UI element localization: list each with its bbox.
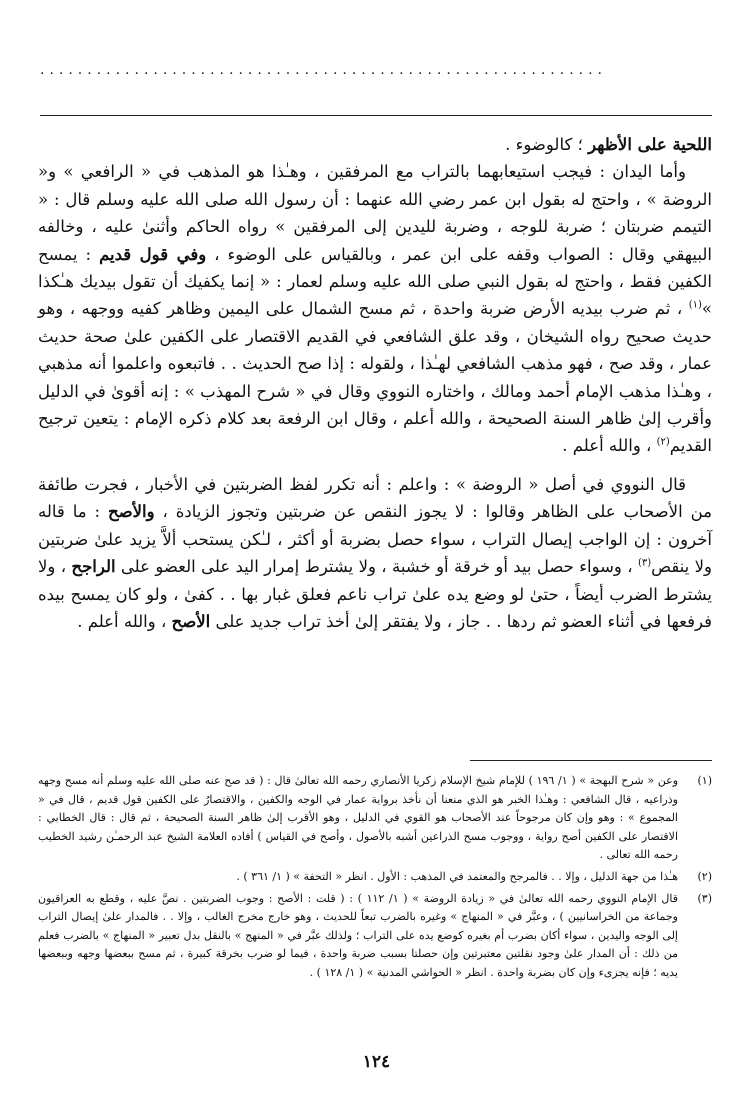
paragraph-3: قال النووي في أصل « الروضة » : واعلم : أنه تكرر لفظ الضربتين في الأخبار ، فجرت طائفة من الأصحاب على الظاهر وقالوا : لا يجوز النقص عن ضربتين وتجوز الزيادة ، والأصح : ما قاله آخرون : إن الواجب إيصال التراب ، سواء حصل بضربة أو أكثر ، لـٰكن يستحب ألاَّ يزيد علىٰ ضربتين ولا ينقص$^{(٣)}$ ، وسواء حصل بيد أو خرقة أو خشبة ، ولا يشترط إمرار اليد على العضو على الراجح ، ولا يشترط الضرب أيضاً ، حتىٰ لو وضع يده علىٰ تراب ناعم فعلق غبار بها . . كفىٰ ، ولو كان يمسح بيده فرفعها في أثناء العضو ثم ردها . . جاز ، ولا يفتقر إلىٰ أخذ تراب جديد على الأصح ، والله أعلم .: [38, 474, 712, 631]
paragraph-2: وأما اليدان : فيجب استيعابهما بالتراب مع المرفقين ، وهـٰذا هو المذهب في « الرافعي » و« الروضة » ، واحتج له بقول ابن عمر رضي الله عنهما : أن رسول الله صلى الله عليه وسلم قال : « التيمم ضربتان ؛ ضربة للوجه ، وضربة لليدين إلى المرفقين » رواه الحاكم وأثنىٰ عليه ، وخالفه البيهقي وقال : الصواب وقفه على ابن عمر ، وبالقياس على الوضوء ، وفي قول قديم : يمسح الكفين فقط ، واحتج له بقول النبي صلى الله عليه وسلم لعمار : « إنما يكفيك أن تقول بيديك هـٰكذا »$^{(١)}$ ، ثم ضرب بيديه الأرض ضربة واحدة ، ثم مسح الشمال على اليمين وظاهر كفيه ووجهه ، وهو حديث صحيح رواه الشيخان ، وقد علق الشافعي في القديم الاقتصار على الكفين علىٰ صحة حديث عمار ، وقد صح ، فهو مذهب الشافعي لهـٰذا ، ولقوله : إذا صح الحديث . . فاتبعوه واعلموا أنه مذهبي ، وهـٰذا مذهب الإمام أحمد ومالك ، واختاره النووي وقال في « شرح المهذب » : إنه أقوىٰ في الدليل وأقرب إلىٰ ظاهر السنة الصحيحة ، والله أعلم ، وقال ابن الرفعة بعد كلام ذكره الإمام : يتعين ترجيح القديم$^{(٢)}$ ، والله أعلم .: [38, 162, 712, 456]
paragraph-1: اللحية على الأظهر ؛ كالوضوء .: [505, 135, 712, 154]
footnote-number: (٣): [697, 891, 712, 905]
main-text: [38, 131, 712, 635]
bold-term: والأصح: [107, 502, 155, 522]
footnotes: [38, 772, 712, 986]
bold-term: الأصح: [171, 611, 211, 631]
footnote-text: وعن « شرح البهجة » ( ١/ ١٩٦ ) للإمام شيخ الإسلام زكريا الأنصاري رحمه الله تعالىٰ قال : ( قد صح عنه صلى الله عليه وسلم أنه مسح وجهه وذراعيه ، قال الشافعي : وهـٰذا الخبر هو الذي منعنا أن نأخذ برواية عمار في الوجه والكفين ، والاقتصارُ على الكفين قول قديم ، قال في « المجموع » : وهو وإن كان مرجوحاً عند الأصحاب هو القوي في الدليل ، وهو الأقرب إلىٰ ظاهر السنة الصحيحة ، ثم قال : قال الخطابي : الاقتصار على الكفين أصح رواية ، ووجوب مسح الذراعين أشبه بالأصول ، وأصح في القياس ) أفاده العلامة الشيخ عبد الرحمـٰن رشيد الخطيب رحمه الله تعالى .: [38, 774, 679, 862]
footnote: [38, 772, 712, 865]
bold-term: وفي قول قديم: [99, 244, 207, 264]
bold-term: اللحية على الأظهر: [588, 135, 712, 154]
footnote-ref[interactable]: (٣): [637, 557, 652, 569]
footnote: [38, 890, 712, 983]
footnote-number: (٢): [697, 869, 712, 883]
footnote-text: قال الإمام النووي رحمه الله تعالىٰ في « زيادة الروضة » ( ١/ ١١٢ ) : ( قلت : الأصح : وجوب الضربتين . نصَّ عليه ، وقطع به العراقيون وجماعة من الخراسانيين ) ، وعبَّر في « المنهاج » وغيره بالضرب تبعاً للحديث ، وهو خارج مخرج الغالب ، وإلا . . فالمدار علىٰ إيصال التراب إلى الوجه واليدين ، سواء أكان بضرب أم بغيره كوضع يده على التراب ؛ ولذلك عبَّر في « المنهج » بالنقل بدل تعبير « المنهاج » بالضرب فعلم من ذلك : أن المدار علىٰ وجود نقلتين معتبرتين وإن حصلتا بسبب ضربة واحدة ، فيما لو ضرب بخرقة كبيرة ، ثم مسح ببعضها وجهه وببعضها يديه ؛ فإنه يجزىء وإن كان بضربة واحدة . انظر « الحواشي المدنية » ( ١/ ١٢٨ ) .: [38, 891, 678, 979]
page-number: ١٢٤: [362, 1052, 391, 1072]
footnote: [38, 868, 712, 887]
footnote-text: هـٰذا من جهة الدليل ، وإلا . . فالمرجح والمعتمد في المذهب : الأول . انظر « التحفة » ( ١/ ٣٦١ ) .: [236, 869, 678, 883]
footnote-ref[interactable]: (٢): [656, 436, 670, 448]
footnote-rule: [470, 760, 712, 761]
footnote-ref[interactable]: (١): [688, 299, 702, 311]
footnote-number: (١): [697, 774, 712, 787]
header-rule: [40, 115, 712, 116]
header-dotted-rule: ............................................................: [40, 62, 608, 78]
bold-term: الراجح: [71, 557, 116, 577]
